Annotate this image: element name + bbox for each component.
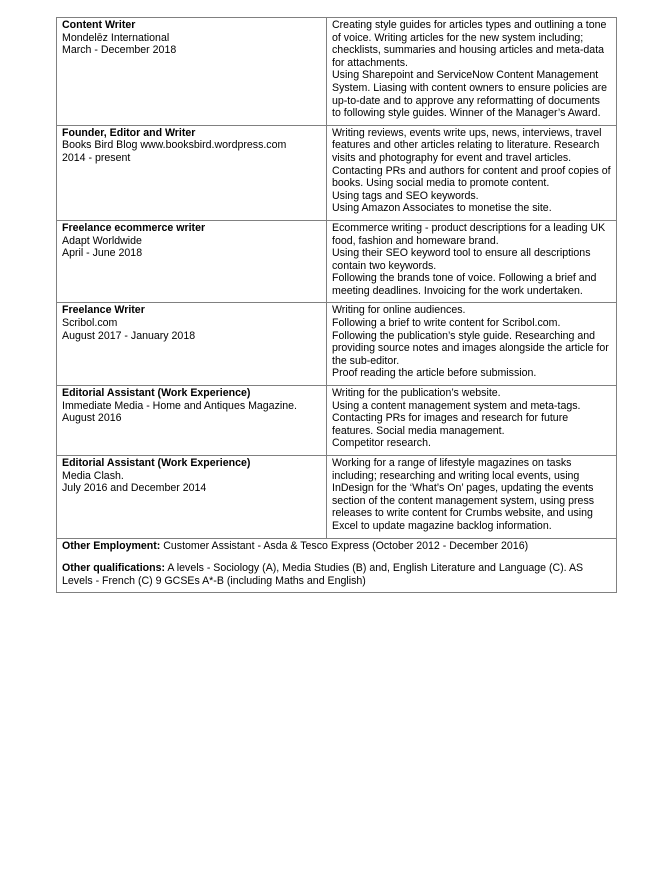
role-dates: August 2016: [62, 412, 122, 425]
role-title: Founder, Editor and Writer: [62, 126, 196, 139]
role-title: Content Writer: [62, 19, 136, 31]
role-info-cell: [57, 456, 327, 539]
role-description-paragraph: Writing for the publication’s website.: [332, 387, 501, 400]
role-description-paragraph: Writing for online audiences.: [332, 304, 466, 317]
role-info-cell: [57, 303, 327, 386]
role-description-paragraph: Writing reviews, events write ups, news, interviews, travel features and other articles relating to literature. Research visits and photography for event and travel articles. Contacting PRs and authors for content and proof copies of books. Using social media to promote content.: [332, 126, 611, 190]
role-title: Freelance Writer: [62, 304, 145, 317]
role-description-paragraph: Proof reading the article before submission.: [332, 367, 537, 380]
role-description-cell: [327, 125, 617, 220]
role-title: Editorial Assistant (Work Experience): [62, 457, 251, 469]
role-dates: July 2016 and December 2014: [62, 482, 207, 495]
role-organization: Mondelēz International: [62, 31, 170, 44]
role-description-paragraph: Using Sharepoint and ServiceNow Content Management System. Liasing with content owners to ensure policies are up-to-date and to approve any reformatting of documents to following style guides. Winner of the Manager’s Award.: [332, 69, 607, 120]
role-description-paragraph: Contacting PRs for images and research for future features. Social media management.: [332, 412, 569, 437]
role-organization: Scribol.com: [62, 317, 118, 330]
role-organization: Books Bird Blog www.booksbird.wordpress.com: [62, 139, 287, 152]
role-description-paragraph: Using Amazon Associates to monetise the site.: [332, 202, 552, 215]
role-description-paragraph: Using their SEO keyword tool to ensure all descriptions contain two keywords.: [332, 247, 591, 272]
role-description-paragraph: Using a content management system and meta-tags.: [332, 399, 581, 412]
role-description-paragraph: Following the publication’s style guide. Researching and providing source notes and images alongside the article for the sub-editor.: [332, 329, 609, 367]
role-info-cell: [57, 220, 327, 303]
role-description-cell: [327, 303, 617, 386]
role-row: [57, 456, 617, 539]
role-description-paragraph: Following a brief to write content for Scribol.com.: [332, 317, 561, 330]
role-description-paragraph: Creating style guides for articles types and outlining a tone of voice. Writing articles for the new system including; checklists, summaries and housing articles and meta-data for attachments.: [332, 19, 607, 69]
role-info-cell: [57, 125, 327, 220]
role-row: [57, 386, 617, 456]
other-qualifications-label: Other qualifications:: [62, 562, 166, 575]
experience-table: [56, 17, 617, 593]
role-info-cell: [57, 18, 327, 126]
role-description-paragraph: Competitor research.: [332, 437, 431, 450]
role-organization: Media Clash.: [62, 469, 124, 482]
role-info-cell: [57, 386, 327, 456]
role-organization: Immediate Media - Home and Antiques Magazine.: [62, 399, 297, 412]
other-qualifications-text: A levels - Sociology (A), Media Studies (B) and, English Literature and Language (C). AS Levels - French (C) 9 GCSEs A*-B (including Maths and English): [62, 562, 584, 587]
role-description-cell: [327, 456, 617, 539]
role-row: [57, 125, 617, 220]
role-description-cell: [327, 220, 617, 303]
role-description-paragraph: Ecommerce writing - product descriptions for a leading UK food, fashion and homeware brand.: [332, 221, 606, 247]
other-employment: [62, 540, 611, 553]
role-description-cell: [327, 386, 617, 456]
other-employment-label: Other Employment:: [62, 539, 161, 552]
role-row: [57, 18, 617, 126]
role-description-cell: [327, 18, 617, 126]
role-dates: August 2017 - January 2018: [62, 329, 196, 342]
role-row: [57, 303, 617, 386]
role-description-paragraph: Following the brands tone of voice. Following a brief and meeting deadlines. Invoicing for the work undertaken.: [332, 272, 597, 297]
other-qualifications: [62, 562, 611, 587]
role-dates: March - December 2018: [62, 44, 177, 57]
role-row: [57, 220, 617, 303]
other-section-row: [57, 538, 617, 593]
role-title: Freelance ecommerce writer: [62, 221, 206, 234]
role-organization: Adapt Worldwide: [62, 234, 142, 247]
role-dates: 2014 - present: [62, 151, 131, 164]
other-employment-text: Customer Assistant - Asda & Tesco Express (October 2012 - December 2016): [160, 539, 529, 552]
role-description-paragraph: Working for a range of lifestyle magazines on tasks including; researching and writing local events, using InDesign for the ‘What’s On’ pages, updating the events section of the content management system, using press releases to write content for Crumbs website, and using Excel to update magazine backlog information.: [332, 457, 595, 532]
other-section-cell: [57, 538, 617, 593]
role-description-paragraph: Using tags and SEO keywords.: [332, 189, 479, 202]
role-dates: April - June 2018: [62, 247, 143, 260]
role-title: Editorial Assistant (Work Experience): [62, 387, 251, 400]
